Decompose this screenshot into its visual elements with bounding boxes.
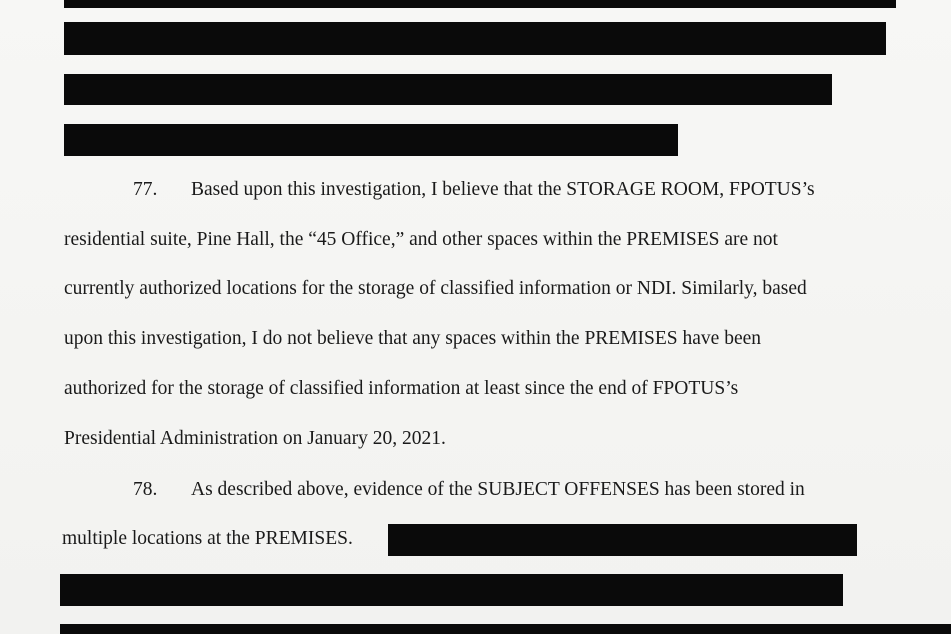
redaction-bar bbox=[64, 0, 896, 8]
paragraph-number: 78. bbox=[133, 479, 158, 500]
paragraph-77-line-1: Based upon this investigation, I believe that the STORAGE ROOM, FPOTUS’s bbox=[191, 179, 815, 200]
redaction-bar bbox=[64, 124, 678, 156]
redaction-bar bbox=[388, 524, 857, 556]
paragraph-number: 77. bbox=[133, 179, 158, 200]
paragraph-77-line-6: Presidential Administration on January 20, 2021. bbox=[64, 428, 446, 449]
paragraph-77-line-3: currently authorized locations for the storage of classified information or NDI. Similarly, based bbox=[64, 278, 807, 299]
redaction-bar bbox=[60, 624, 951, 634]
paragraph-78-line-1: As described above, evidence of the SUBJECT OFFENSES has been stored in bbox=[191, 479, 805, 500]
redaction-bar bbox=[64, 74, 832, 105]
redaction-bar bbox=[60, 574, 843, 606]
paragraph-77-line-2: residential suite, Pine Hall, the “45 Office,” and other spaces within the PREMISES are not bbox=[64, 229, 778, 250]
paragraph-77-line-4: upon this investigation, I do not believe that any spaces within the PREMISES have been bbox=[64, 328, 762, 349]
redaction-bar bbox=[64, 22, 886, 55]
paragraph-77-line-5: authorized for the storage of classified information at least since the end of FPOTUS’s bbox=[64, 378, 739, 399]
paragraph-78-line-2: multiple locations at the PREMISES. bbox=[62, 528, 353, 549]
